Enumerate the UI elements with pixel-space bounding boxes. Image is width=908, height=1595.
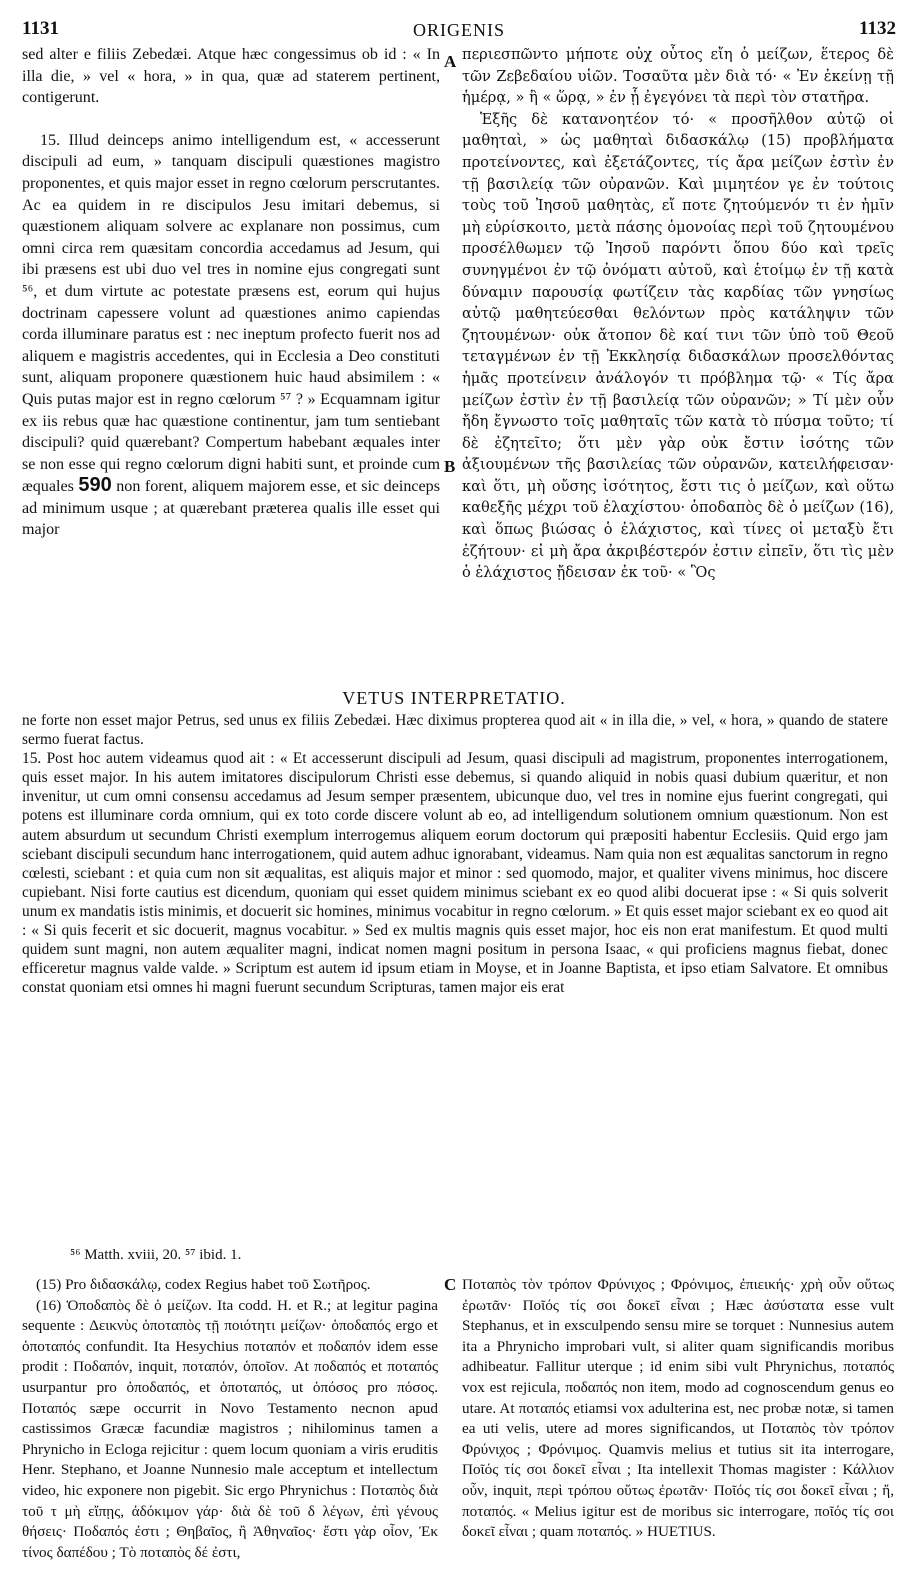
vetus-interpretatio-text xyxy=(22,711,888,1241)
notes-right-column xyxy=(462,1275,894,1575)
greek-intro: περιεσπῶντο μήποτε οὐχ οὗτος εἴη ὁ μείζων, ἕτερος δὲ τῶν Ζεβεδαίου υἱῶν. Τοσαῦτα μὲν διὰ τό· « Ἐν ἐκείνῃ τῇ ἡμέρᾳ, » ἢ « ὥρᾳ, » ἐν ᾗ ἐγεγόνει τὰ περὶ τὸν στατῆρα. xyxy=(462,46,894,107)
page-number-right: 1132 xyxy=(859,18,896,39)
footnotes: ⁵⁶ Matth. xviii, 20. ⁵⁷ ibid. 1. xyxy=(70,1247,242,1263)
vetus-paragraph-1: ne forte non esset major Petrus, sed unus ex filiis Zebedæi. Hæc diximus propterea quod ait « in illa die, » vel, « hora, » quando de statere sermo fuerat factus. xyxy=(22,712,888,749)
latin-paragraph-15 xyxy=(22,130,440,541)
page-number-left: 1131 xyxy=(22,18,59,39)
greek-paragraph: Ἑξῆς δὲ κατανοητέον τό· « προσῆλθον αὐτῷ οἱ μαθηταὶ, » ὡς μαθηταὶ διδασκάλῳ (15) προβλήματα προτείνοντες, καὶ ἐξετάζοντες, τίς ἄρα μείζων ἐστὶν ἐν τῇ βασιλείᾳ τῶν οὐρανῶν. Καὶ μιμητέον γε ἐν τούτοις τοὺς τοῦ Ἰησοῦ μαθητὰς, εἴ ποτε ζητούμενόν τι ἐν ἡμῖν μὴ εὑρίσκοιτο, μετὰ πάσης ὁμονοίας περὶ τοῦ ζητουμένου προσέλθωμεν τῷ Ἰησοῦ παρόντι ὅπου δύο καὶ τρεῖς συνηγμένοι ἐν τῷ ὀνόματι αὐτοῦ, καὶ ἑτοίμῳ ἐν τῇ κατὰ δύναμιν παρουσίᾳ φωτίζειν τὰς καρδίας τῶν γνησίως αὐτῷ μαθητεύεσθαι θελόντων πρὸς κατάληψιν τῶν ζητουμένων· οὐκ ἄτοπον δὲ καί τινι τῶν ὑπὸ τοῦ Θεοῦ τεταγμένων ἐν τῇ Ἐκκλησίᾳ διδασκάλων προσελθόντας ἡμᾶς προτείνειν ἀνάλογόν τι πρόβλημα τῷ· « Τίς ἄρα μείζων ἐστὶν ἐν τῇ βασιλείᾳ τῶν οὐρανῶν; » Τί μὲν οὖν ἤδη ἔγνωστο τοῖς μαθηταῖς τῶν κατὰ τὸ πύσμα τοῦτο; τί δὲ ἐζητεῖτο; ὅτι μὲν γὰρ οὐκ ἔστιν ἰσότης τῶν ἀξιουμένων τῆς βασιλείας τῶν οὐρανῶν, κατειλήφεισαν· καὶ ὅτι, μὴ οὔσης ἰσότητος, ἔστι τις ὁ μείζων, καὶ οὕτω καθεξῆς μέχρι τοῦ ἐλαχίστου· ὁποδαπὸς δὲ ὁ μείζων (16), καὶ ὅπως βιώσας ὁ ἐλάχιστος, καὶ τίνες οἱ μεταξὺ ἔτι ἐζήτουν· εἰ μὴ ἄρα ἀκριβέστερόν ἐστιν εἰπεῖν, ὅτι τὶς μὲν ὁ ἐλάχιστος ᾔδεισαν ἐκ τοῦ· « Ὃς xyxy=(462,110,894,582)
latin-text-after-number: non forent, aliquem majorem esse, et sic deinceps ad minimum usque ; at quærebant præterea qualis ille esset qui major xyxy=(22,478,440,539)
margin-marker-c: C xyxy=(444,1275,457,1294)
column-number-marker: 590 xyxy=(78,474,112,497)
greek-column xyxy=(462,44,894,696)
latin-text-before-number: 15. Illud deinceps animo intelligendum est, « accesserunt discipuli ad eum, » tanquam discipuli quæstiones magistro proponentes, et quis major esset in regno cœlorum perscrutantes. Ac ea quidem in re discipulos Jesu imitari debemus, si quæstionem aliquam solvere ac explanare non possimus, cum omni circa rem quæsitam concordia accedamus ad Jesum, qui ibi præsens est ubi duo vel tres in nomine ejus congregati sunt ⁵⁶, et dum virtute ac potestate præsens est, eorum qui hujus doctrinam capessere volunt ad quæstiones animo capiendas corda illuminare paratus est : nec ineptum profecto fuerit nos ad aliquem e magistris accedentes, qui in Ecclesia a Deo constituti sunt, aliquam proponere quæstionem huic haud absimilem : « Quis putas major est in regno cœlorum ⁵⁷ ? » Ecquamnam igitur ex iis rebus quæ hac quæstione continentur, jam tum sentiebant discipuli? quid quærebant? Compertum habebant æquales inter se non esse qui regno cœlorum digni habiti sunt, et proinde cum æquales xyxy=(22,131,440,496)
note-16-continued: Ποταπὸς τὸν τρόπον Φρύνιχος ; Φρόνιμος, ἐπιεικής· χρὴ οὖν οὕτως ἐρωτᾶν· Ποῖός τίς σοι δοκεῖ εἶναι ; Hæc ἀσύστατα esse vult Stephanus, et in exsculpendo sensu mire se torquet : Nunnesius autem ita a Phrynicho improbari vult, si aliter quam significandis moribus adhibeatur. Fallitur uterque ; id enim sibi vult Phrynichus, ποταπός vox est rejicula, ποδαπός non item, modo ad cognoscendum genus eo utare. At ποταπός etiamsi vox adulterina est, nec probæ notæ, si tamen ea uti velis, utere ad mores significandos, ut Ποταπὸς τὸν τρόπον Φρύνιχος ; Φρόνιμος. Quamvis melius et tutius sit ita interrogare, Ποῖός τίς σοι δοκεῖ εἶναι ; Ita intellexit Thomas magister : Κάλλιον οὖν, inquit, περὶ τρόπου οὕτως ἐρωτᾶν· Ποῖός τίς σοι δοκεῖ εἶναι ; ἤ, ποταπός. « Melius igitur est de moribus sic interrogare, ποῖός τίς σοι δοκεῖ εἶναι ; quam ποταπός. » HUETIUS. xyxy=(462,1276,894,1541)
latin-intro: sed alter e filiis Zebedæi. Atque hæc congessimus ob id : « In illa die, » vel « hora, » in qua, quæ ad staterem pertinent, contigerunt. xyxy=(22,46,440,107)
running-title: ORIGENIS xyxy=(413,20,505,40)
note-15: (15) Pro διδασκάλῳ, codex Regius habet τοῦ Σωτῆρος. xyxy=(36,1276,371,1293)
margin-marker-b: B xyxy=(444,457,456,476)
margin-marker-a: A xyxy=(444,52,457,71)
latin-column xyxy=(22,44,440,696)
notes-left-column xyxy=(22,1275,438,1575)
vetus-paragraph-2: 15. Post hoc autem videamus quod ait : « Et accesserunt discipuli ad Jesum, quasi discipuli ad magistrum, proponentes interrogationem, quis esset major. In his autem imitatores discipulorum Christi esse debemus, si quando aliquid in nobis quasi dubium quæritur, et non invenitur, ut cum omni consensu accedamus ad Jesum semper præsentem, ubicunque duo, vel tres in nomine ejus fuerint congregati, qui potens est illuminare corda omnium, qui ex toto corde discere volunt ab eo, ad intelligendum solutionem omnium quæstionum. Non est autem absurdum ut secundum Christi exemplum interrogemus aliquem eorum doctorum qui præpositi habentur Ecclesiis. Quid ergo jam sciebant discipuli secundum hanc interrogationem, quid autem adhuc ignorabant, videamus. Nam quia non est æqualitas sanctorum in regno cœlesti, sciebant : et quia cum non sit æqualitas, est aliquis major et minor : sed quomodo, major, et qualiter vivens minimus, hoc discere cupiebant. Nisi forte cautius est dicendum, quoniam qui esset quidem minimus sciebant ex eo quod alibi docuerat ipse : « Si quis solverit unum ex mandatis istis minimis, et docuerit sic homines, minimus vocabitur in regno cœlorum. » Et quis esset major sciebant ex eo quod ait : « Si quis fecerit et sic docuerit, magnus vocabitur. » Sed ex multis magnis quis esset major, hoc eis non erat manifestum. Et quod multi quidem sunt magni, non autem æqualiter magni, indicat nomen magni positum in persona Isaac, « qui proficiens magnus fiebat, donec efficeretur magnus valde valde. » Scriptum est autem id ipsum etiam in Moyse, et in Joanne Baptista, et ipso etiam Salvatore. Et omnibus constat quoniam etsi omnes hi magni fuerunt secundum Scripturas, tamen major eis erat xyxy=(22,750,888,997)
vetus-interpretatio-heading: VETUS INTERPRETATIO. xyxy=(342,688,566,708)
note-16: (16) Ὁποδαπὸς δὲ ὁ μείζων. Ita codd. H. et R.; at legitur pagina sequente : Δεικνὺς ὁποταπὸς τῇ ποιότητι μείζων· ὁποδαπός ergo et ὁποταπός confundit. Ita Hesychius ποταπόν et ποδαπόν idem esse prodit : Ποδαπόν, inquit, ποταπόν, ὁποῖον. At ποδαπός et ποταπός usurpantur pro ὁποδαπός, et ὁποταπός, ut ὁπόσος pro πόσος. Ποταπός sæpe occurrit in Novo Testamento necnon apud castissimos Græcæ facundiæ magistros ; nihilominus tamen a Phrynicho in Ecloga rejicitur : quem locum quoniam a viris eruditis Henr. Stephano, et Joanne Nunnesio male acceptum et intellectum video, hic exponere non pigebit. Sic ergo Phrynichus : Ποταπὸς διὰ τοῦ τ μὴ εἴπῃς, ἀδόκιμον γάρ· διὰ δὲ τοῦ δ λέγων, ἐπὶ γένους θήσεις· Ποδαπός ἐστι ; Θηβαῖος, ἢ Ἀθηναῖος· ἔστι γὰρ οἷον, Ἐκ τίνος δαπέδου ; Τὸ ποταπὸς δέ ἐστι, xyxy=(22,1296,438,1561)
